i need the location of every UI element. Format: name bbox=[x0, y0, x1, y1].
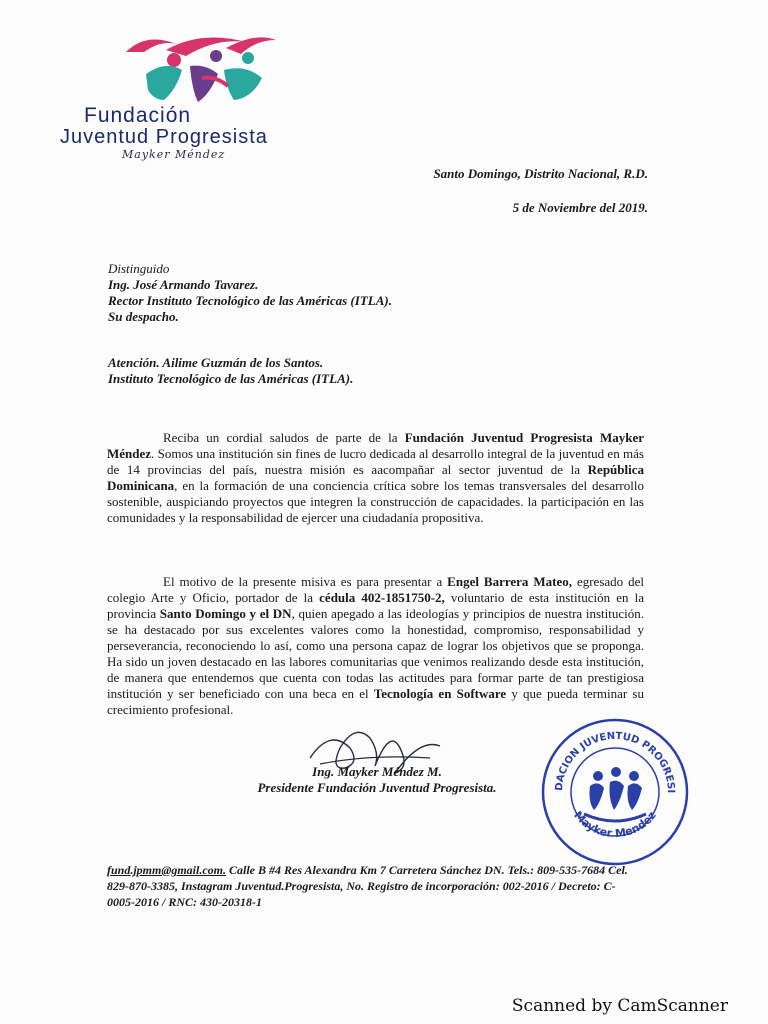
footer-email: fund.jpmm@gmail.com. bbox=[107, 863, 226, 877]
p2-id-number: cédula 402-1851750-2, bbox=[319, 590, 445, 605]
signer-name: Ing. Mayker Méndez M. bbox=[312, 764, 442, 779]
p1-country: República Dominicana bbox=[107, 462, 644, 493]
body-paragraph-1 bbox=[107, 430, 644, 526]
p2-text-a: El motivo de la presente misiva es para presentar a bbox=[163, 574, 448, 589]
recipient-block bbox=[108, 261, 392, 325]
scanner-watermark: Scanned by CamScanner bbox=[511, 996, 728, 1016]
recipient-title: Rector Instituto Tecnológico de las Américas (ITLA). bbox=[108, 293, 392, 308]
footer-contact bbox=[107, 862, 632, 910]
body-paragraph-2 bbox=[107, 574, 644, 718]
attention-line-1: Atención. Ailime Guzmán de los Santos. bbox=[108, 355, 324, 370]
seal-stamp-icon bbox=[540, 718, 690, 866]
svg-text:FUNDACION JUVENTUD PROGRESISTA: DACION JUVENTUD PROGRESI bbox=[553, 730, 677, 794]
p1-text-c: . Somos una institución sin fines de lucro dedicada al desarrollo integral de la juventud en más de 14 provincias del país, nuestra misión es aacompañar al sector juventud de la bbox=[107, 446, 644, 477]
svg-text:Mayker Mendez: Mayker Mendez bbox=[571, 808, 659, 841]
p2-text-c: egresado del colegio Arte y Oficio, portador de la bbox=[107, 574, 644, 605]
attention-line-2: Instituto Tecnológico de las Américas (ITLA). bbox=[108, 371, 354, 386]
attention-block bbox=[108, 355, 353, 387]
p1-text-a: Reciba un cordial saludos de parte de la bbox=[163, 430, 405, 445]
logo-name: Fundación bbox=[84, 104, 192, 127]
signer-title: Presidente Fundación Juventud Progresista. bbox=[257, 780, 497, 795]
p2-text-e: voluntario de esta institución en la provincia bbox=[107, 590, 644, 621]
logo-subtitle: Juventud Progresista bbox=[60, 126, 268, 148]
p2-province: Santo Domingo y el DN bbox=[159, 606, 292, 621]
p1-text-e: , en la formación de una conciencia crítica sobre los temas transversales del desarrollo sostenible, auspiciando proyectos que integren la construcción de capacidades. la participación en las comunidades y la responsabilidad de ejercer una ciudadanía propositiva. bbox=[107, 478, 644, 525]
p1-foundation-name: Fundación Juventud Progresista Mayker Méndez bbox=[107, 430, 644, 461]
logo-signature: Mayker Méndez bbox=[122, 148, 226, 161]
logo-figures-icon bbox=[106, 30, 286, 108]
footer-details: Calle B #4 Res Alexandra Km 7 Carretera Sánchez DN. Tels.: 809-535-7684 Cel. 829-870-3385, Instagram Juventud.Progresista, No. Registro de incorporación: 002-2016 / Decreto: C-0005-2016 / RNC: 430-20318-1 bbox=[107, 863, 628, 909]
p2-student-name: Engel Barrera Mateo, bbox=[447, 574, 572, 589]
p2-scholarship-field: Tecnología en Software bbox=[373, 686, 507, 701]
foundation-logo bbox=[56, 30, 316, 160]
letter-place: Santo Domingo, Distrito Nacional, R.D. bbox=[433, 166, 648, 181]
signer-block bbox=[242, 764, 512, 796]
recipient-office: Su despacho. bbox=[108, 309, 179, 324]
p2-text-g: , quien apegado a las ideologías y principios de nuestra institución. se ha destacado por sus excelentes valores como la honestidad, compromiso, responsabilidad y perseverancia, reconociendo lo así, como una persona capaz de lograr los objetivos que se proponga. Ha sido un joven destacado en las labores comunitarias que venimos realizando desde esta institución, de manera que entendemos que cuenta con todas las actitudes para formar parte de tan prestigiosa institución y ser beneficiado con una beca en el bbox=[107, 606, 645, 701]
recipient-greeting: Distinguido bbox=[108, 261, 170, 276]
letter-date: 5 de Noviembre del 2019. bbox=[512, 200, 648, 215]
p2-text-i: y que pueda terminar su crecimiento profesional. bbox=[107, 686, 644, 717]
recipient-name: Ing. José Armando Tavarez. bbox=[108, 277, 259, 292]
institution-seal bbox=[540, 718, 690, 866]
